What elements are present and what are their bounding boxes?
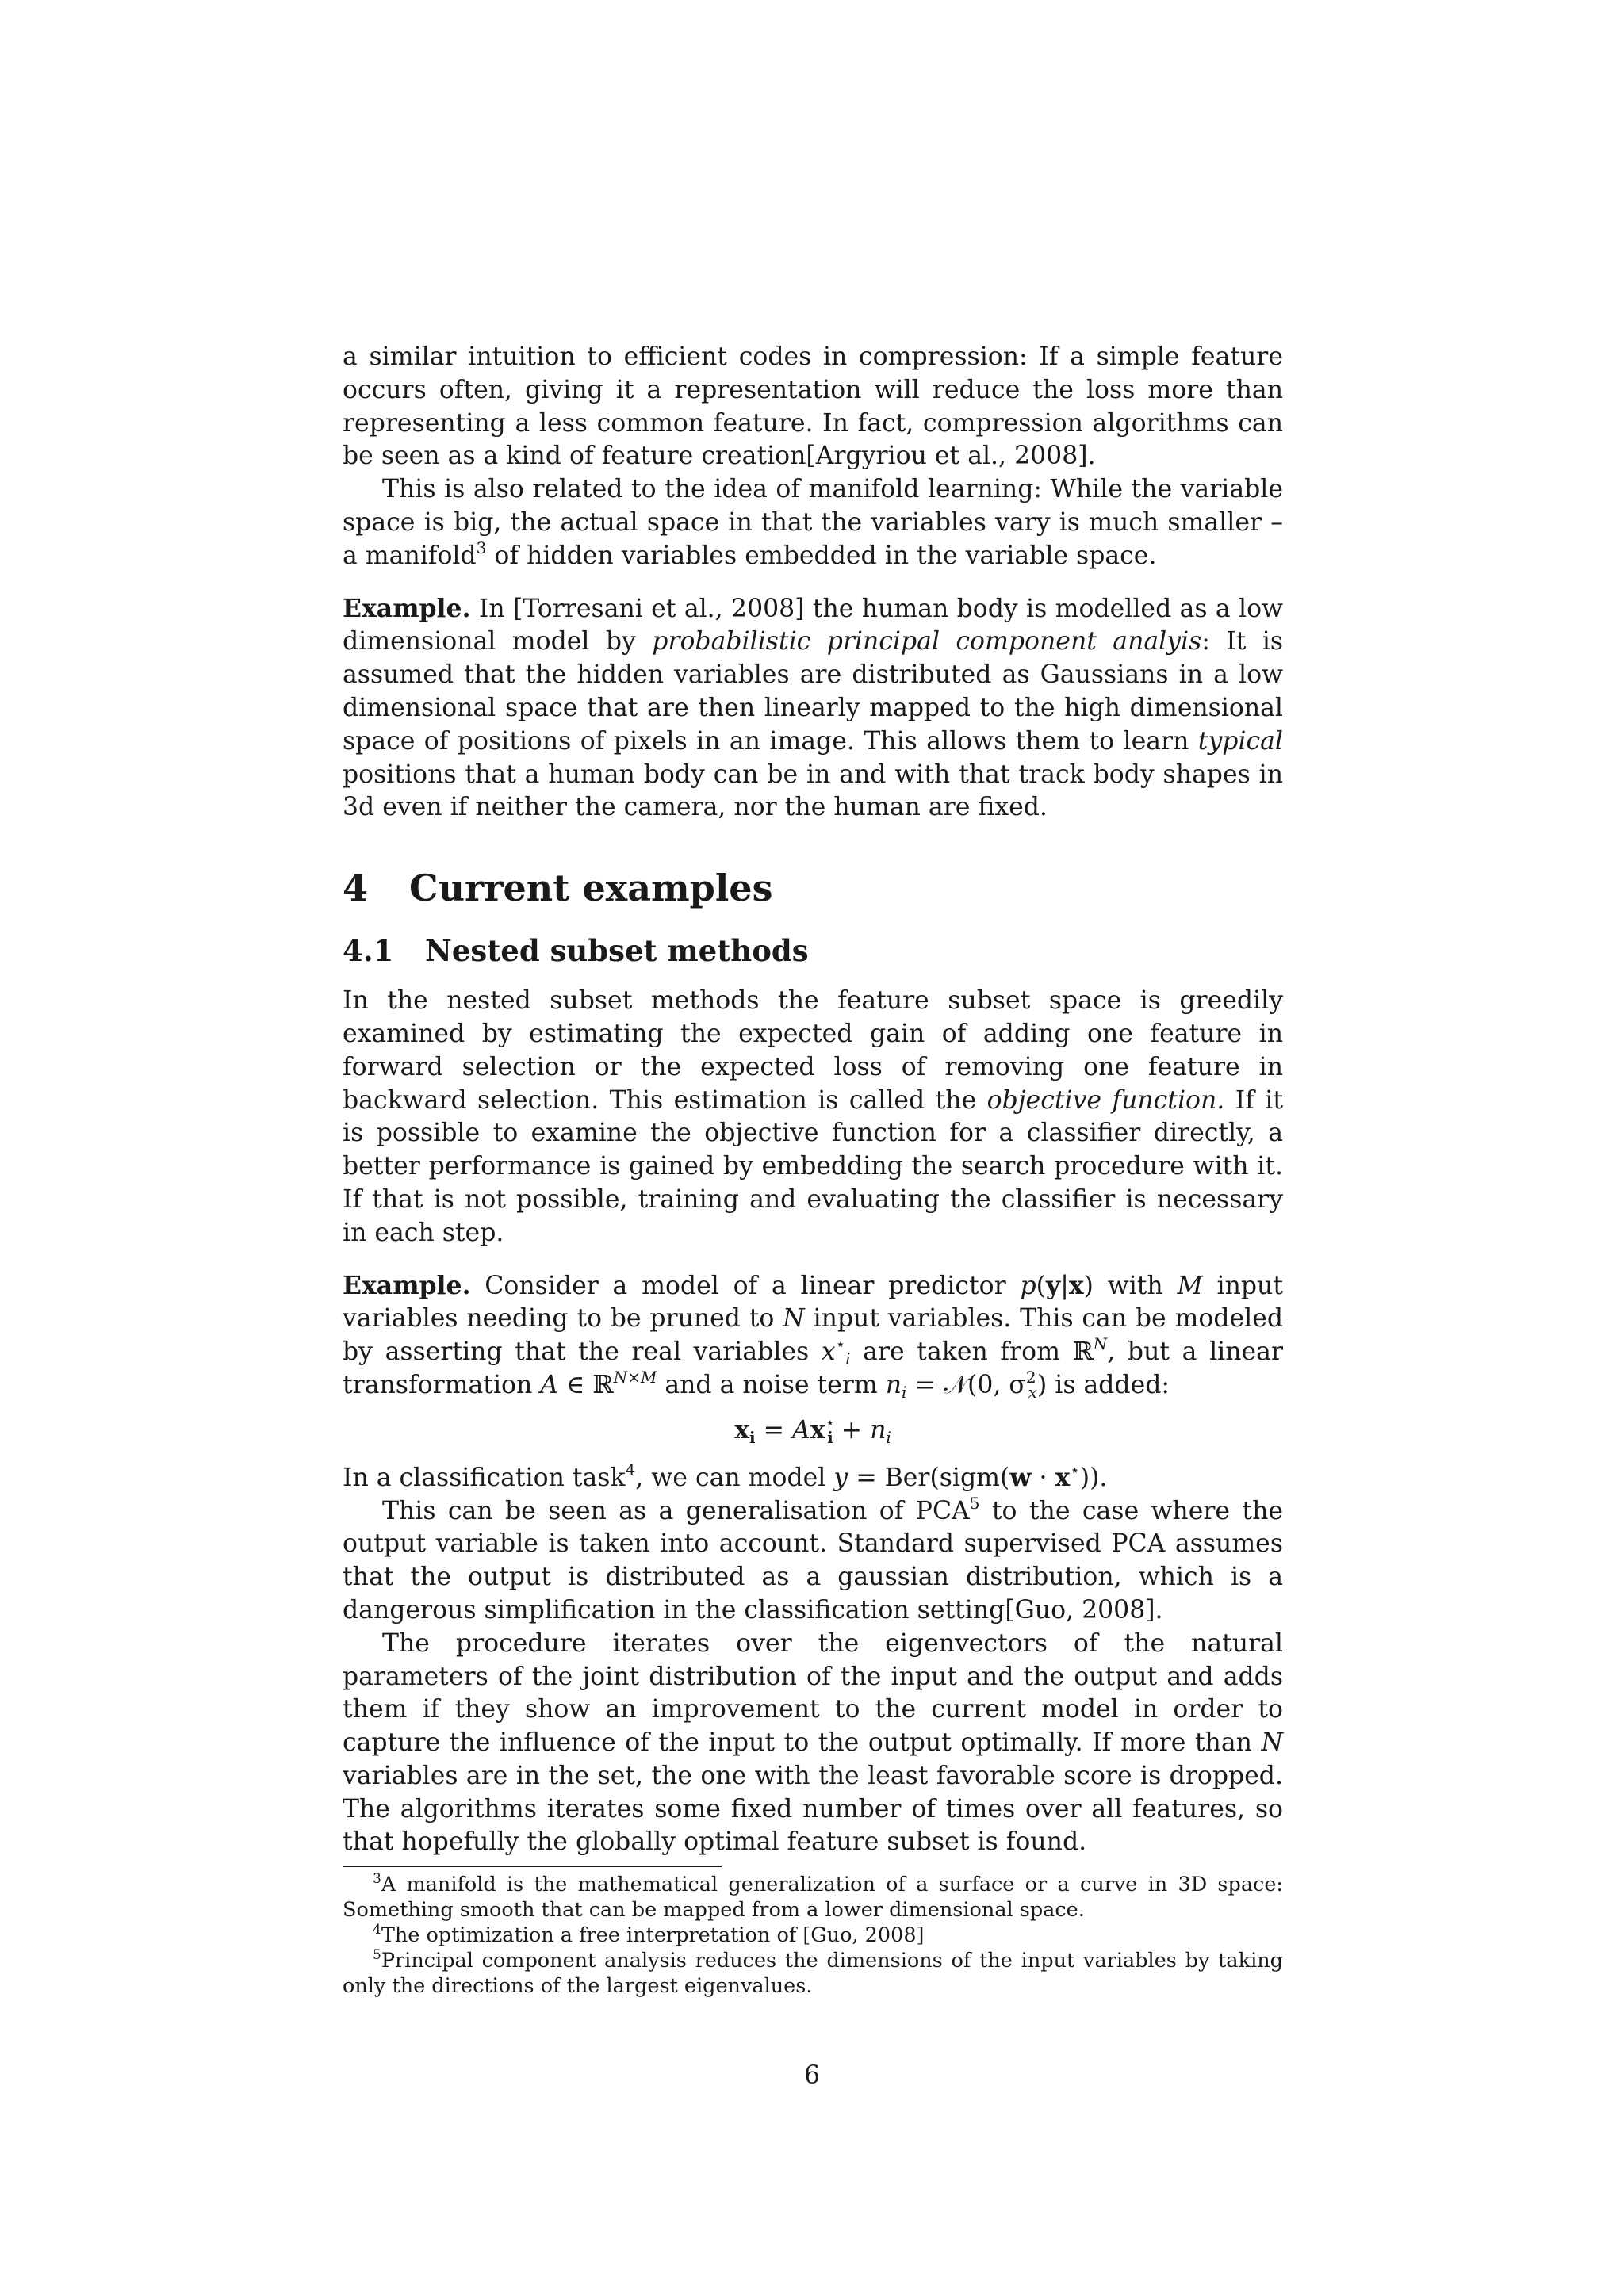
example-label: Example. <box>343 593 471 623</box>
section-heading-current-examples: 4 Current examples <box>343 867 773 910</box>
subsection-heading-nested-subset: 4.1 Nested subset methods <box>343 933 809 969</box>
footnote-ref-5[interactable]: 5 <box>969 1493 980 1513</box>
example-torresani: Example. In [Torresani et al., 2008] the human body is modelled as a low dimensional model by probabilistic principal component analyis: It is assumed that the hidden variables are distributed as Gaussians in a low dimensional space that are then linearly mapped to the high dimensional space of positions of pixels in an image. This allows them to learn typical positions that a human body can be in and with that track body shapes in 3d even if neither the camera, nor the human are fixed. <box>343 593 1283 822</box>
page-number: 6 <box>803 2061 821 2090</box>
footnote-separator <box>343 1866 722 1867</box>
paragraph-pca-generalisation: This can be seen as a generalisation of PCA$^5$ to the case where the output variable is taken into account. Standard supervised PCA assumes that the output is distributed as a gaussian distribution, which is a dangerous simplification in the classification setting[Guo, 2008]. <box>343 1493 1283 1624</box>
footnote-5: $^5$Principal component analysis reduces the dimensions of the input variables by taking only the directions of the largest eigenvalues. <box>343 1947 1283 1999</box>
example-linear-predictor: Example. Consider a model of a linear predictor p(y|x) with M input variables needing to be pruned to N input variables. This can be modeled by asserting that the real variables $x^⋆_i$ are taken from ℝ$^N$, but a linear transformation A ∈ ℝ$^{N\times M}$ and a noise term $n_i$ = 𝒩(0, $\sigma^2_x$) is added: <box>343 1270 1284 1402</box>
paragraph-manifold: This is also related to the idea of manifold learning: While the variable space is big, the actual space in that the variables vary is much smaller – a manifold$^3$ of hidden variables embedded in the variable space. <box>343 475 1283 570</box>
footnote-4: $^4$The optimization a free interpretation of [Guo, 2008] <box>373 1922 925 1948</box>
page-content <box>343 341 1283 1999</box>
paragraph-compression: a similar intuition to efficient codes in compression: If a simple feature occurs often, giving it a representation will reduce the loss more than representing a less common feature. In fact, compression algorithms can be seen as a kind of feature creation[Argyriou et al., 2008]. <box>343 342 1283 471</box>
display-equation: $x_i = Ax^⋆_i + n_i$ <box>734 1412 891 1447</box>
footnote-3: $^3$A manifold is the mathematical generalization of a surface or a curve in 3D space: Something smooth that can be mapped from a lower dimensional space. <box>343 1871 1283 1923</box>
paragraph-nested-subset: In the nested subset methods the feature subset space is greedily examined by estimating the expected gain of adding one feature in forward selection or the expected loss of removing one feature in backward selection. This estimation is called the objective function. If it is possible to examine the objective function for a classifier directly, a better performance is gained by embedding the search procedure with it. If that is not possible, training and evaluating the classifier is necessary in each step. <box>343 986 1283 1247</box>
footnote-ref-3[interactable]: 3 <box>476 538 487 557</box>
paragraph-classification-task: In a classification task$^4$, we can model y = Ber(sigm(w · x⋆)). <box>343 1460 1108 1492</box>
example-label: Example. <box>343 1270 471 1300</box>
paragraph-procedure: The procedure iterates over the eigenvectors of the natural parameters of the joint distribution of the input and the output and adds them if they show an improvement to the current model in order to capture the influence of the input to the output optimally. If more than N variables are in the set, the one with the least favorable score is dropped. The algorithms iterates some fixed number of times over all features, so that hopefully the globally optimal feature subset is found. <box>343 1628 1283 1857</box>
footnote-ref-4[interactable]: 4 <box>625 1460 636 1479</box>
